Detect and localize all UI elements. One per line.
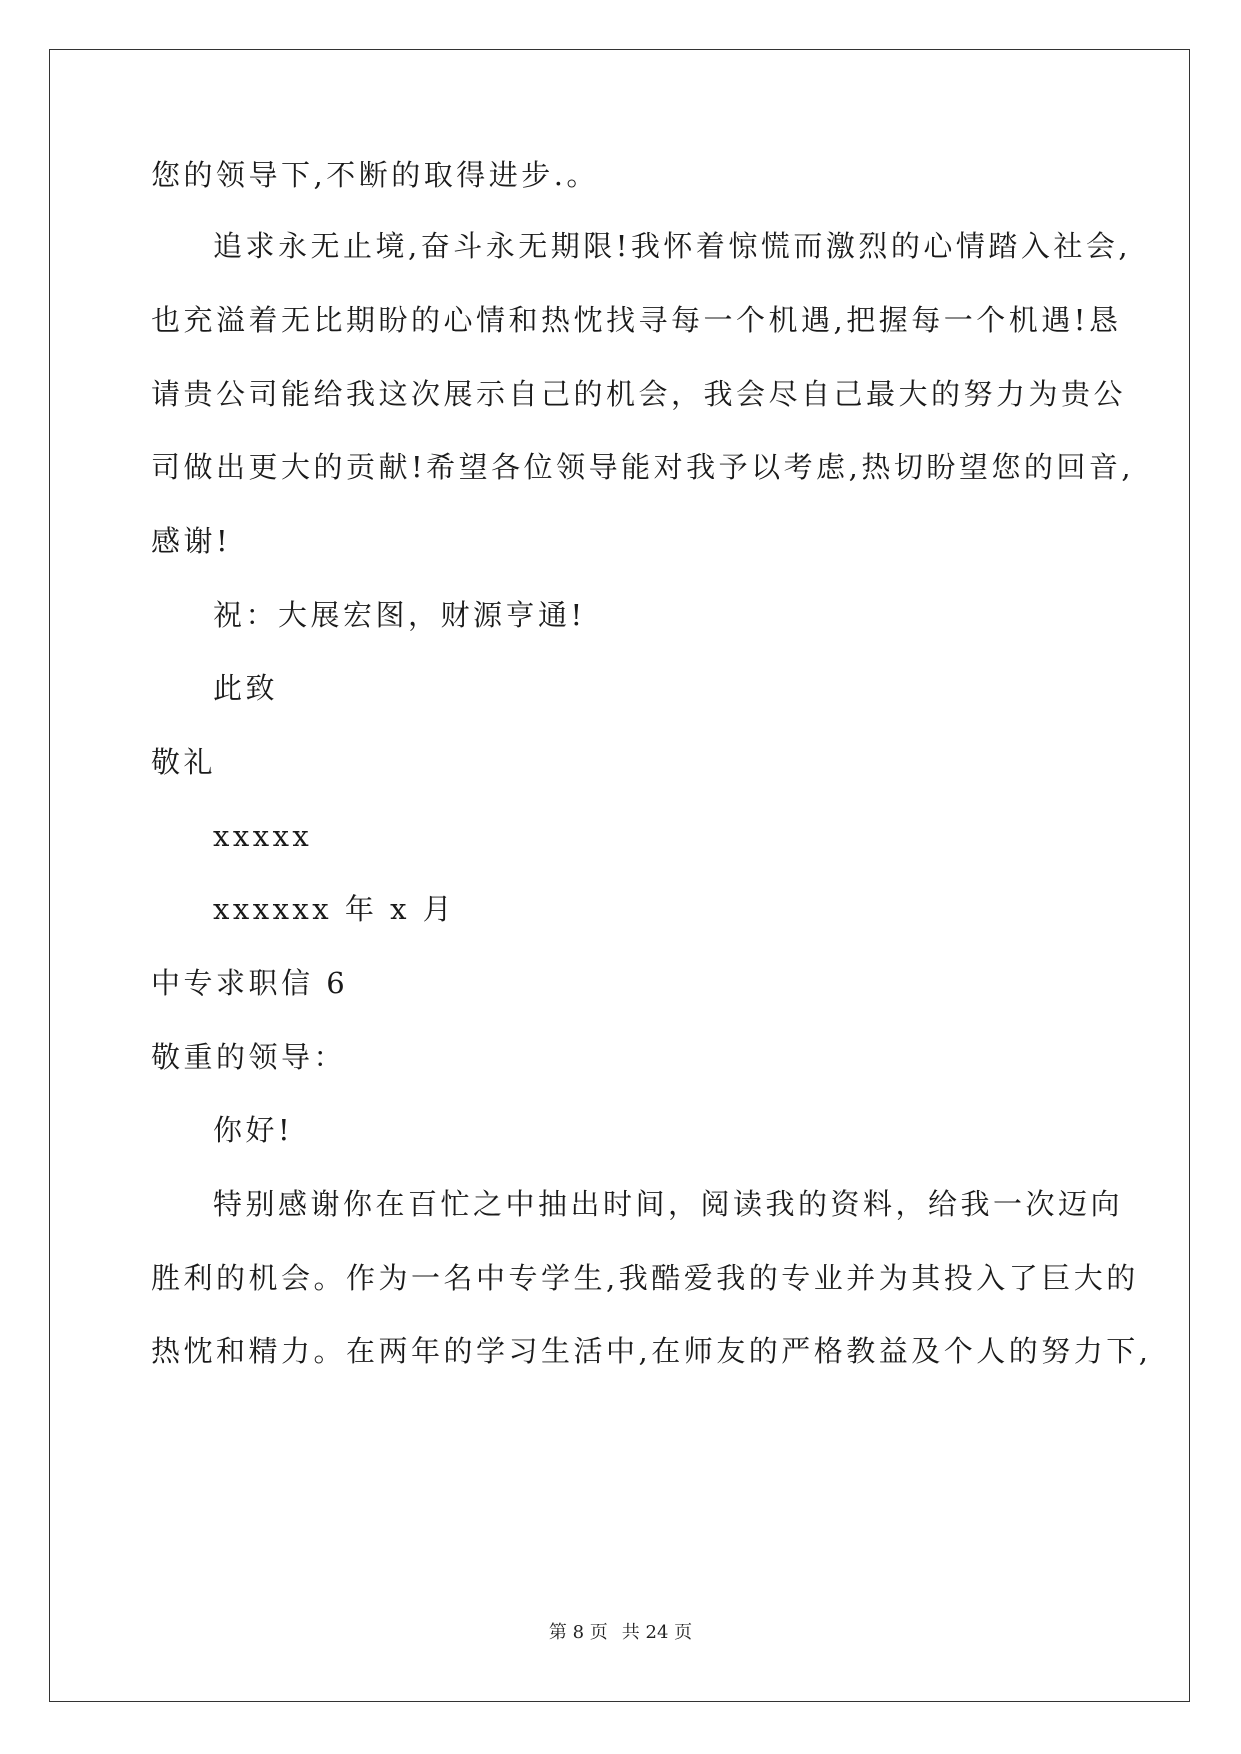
page-border xyxy=(49,49,1190,1702)
text-line: 特别感谢你在百忙之中抽出时间，阅读我的资料，给我一次迈向 xyxy=(213,1187,1124,1221)
text-line: 也充溢着无比期盼的心情和热忱找寻每一个机遇,把握每一个机遇!恳 xyxy=(151,303,1122,337)
closing-salutation: 此致 xyxy=(213,671,279,705)
page-total: 共 24 页 xyxy=(621,1622,693,1643)
text-line: 您的领导下,不断的取得进步.。 xyxy=(151,158,599,192)
signature-date: xxxxxx 年 x 月 xyxy=(213,892,456,926)
text-line: 司做出更大的贡献!希望各位领导能对我予以考虑,热切盼望您的回音, xyxy=(151,450,1135,484)
text-line: 追求永无止境,奋斗永无期限!我怀着惊慌而激烈的心情踏入社会, xyxy=(213,229,1132,263)
text-line: 热忱和精力。在两年的学习生活中,在师友的严格教益及个人的努力下, xyxy=(151,1334,1152,1368)
letter-salutation: 敬重的领导： xyxy=(151,1040,347,1074)
text-line: 感谢! xyxy=(151,524,232,558)
text-line: 请贵公司能给我这次展示自己的机会，我会尽自己最大的努力为贵公 xyxy=(151,377,1127,411)
greeting: 你好! xyxy=(213,1113,294,1147)
page-footer xyxy=(0,1618,1241,1644)
closing-wish: 祝：大展宏图，财源亨通! xyxy=(213,598,586,632)
section-heading: 中专求职信 6 xyxy=(151,966,349,1000)
page-number: 第 8 页 xyxy=(548,1622,608,1643)
text-line: 胜利的机会。作为一名中专学生,我酷爱我的专业并为其投入了巨大的 xyxy=(151,1261,1139,1295)
closing-regards: 敬礼 xyxy=(151,745,217,779)
signature-name: xxxxx xyxy=(213,819,313,853)
